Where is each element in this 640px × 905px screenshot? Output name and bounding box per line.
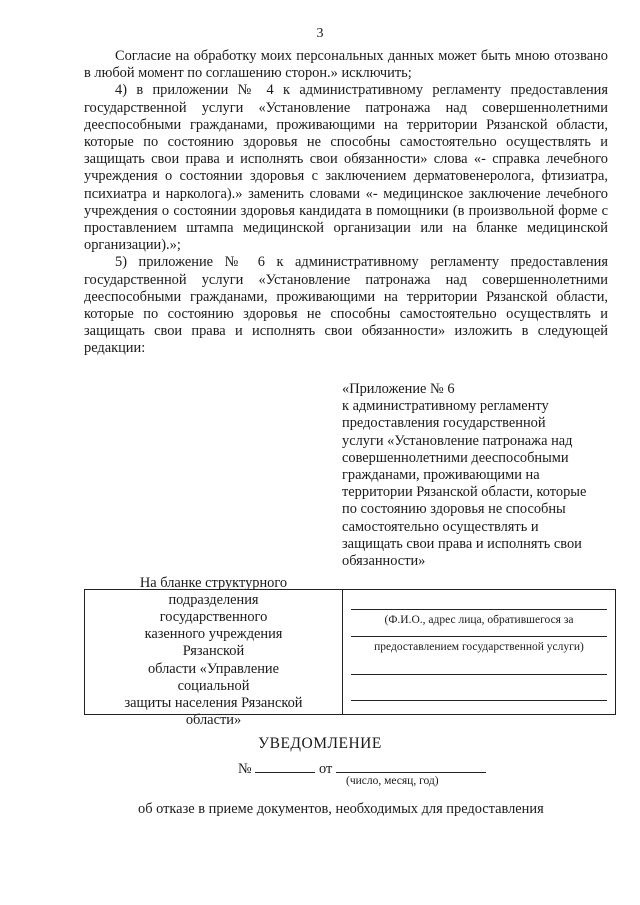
- appendix-line: услуги «Установление патронажа над: [342, 432, 573, 449]
- paragraph-item-4: 4) в приложении № 4 к административному регламенту предоставления государственной услуги «Установление патронажа над совершеннолетними дееспособными гражданами, проживающими на территории Рязанской области, которые по состоянию здоровья не способны самостоятельно осуществлять и защищать свои права и исполнять свои обязанности» слова «- справка лечебного учреждения о состоянии здоровья с заключением дерматовенеролога, фтизиатра, психиатра и нарколога).» заменить словами «- медицинское заключение лечебного учреждения о состоянии здоровья кандидата в помощники (в произвольной форме с проставлением штампа медицинской организации или на бланке медицинской организации).»;: [84, 82, 608, 254]
- recipient-line: [351, 700, 607, 701]
- appendix-line: к административному регламенту: [342, 398, 549, 415]
- appendix-header: [342, 381, 608, 570]
- paragraph-item-5: 5) приложение № 6 к административному регламенту предоставления государственной услуги «Установление патронажа над совершеннолетними дееспособными гражданами, проживающими на территории Рязанской области, которые по состоянию здоровья не способны самостоятельно осуществлять и защищать свои права и исполнять свои обязанности» изложить в следующей редакции:: [84, 254, 608, 357]
- recipient-cell: [343, 590, 615, 714]
- letterhead-line: области»: [185, 712, 242, 729]
- appendix-line: территории Рязанской области, которые: [342, 484, 587, 501]
- appendix-line: самостоятельно осуществлять и: [342, 518, 539, 535]
- number-label: №: [238, 761, 252, 777]
- number-blank: [255, 758, 315, 773]
- appendix-line: защищать свои права и исполнять свои: [342, 535, 582, 552]
- body-text: [84, 48, 608, 358]
- recipient-line: [351, 609, 607, 610]
- letterhead-line: области «Управление социальной: [147, 660, 280, 694]
- form-box: [84, 574, 616, 729]
- letterhead-line: подразделения государственного: [159, 591, 268, 625]
- notice-subject: об отказе в приеме документов, необходимых для предоставления: [138, 801, 544, 817]
- letterhead-text: [114, 575, 314, 730]
- page-number: 3: [316, 26, 324, 41]
- appendix-line: совершеннолетними дееспособными: [342, 449, 569, 466]
- appendix-line: по состоянию здоровья не способны: [342, 501, 566, 518]
- recipient-line: [351, 636, 607, 637]
- paragraph-consent: Согласие на обработку моих персональных данных может быть мною отозвано в любой момент по соглашению сторон.» исключить;: [84, 48, 608, 82]
- date-blank: [336, 758, 486, 773]
- recipient-line: [351, 674, 607, 675]
- date-label: от: [318, 761, 333, 777]
- appendix-line: обязанности»: [342, 553, 426, 570]
- notice-title: УВЕДОМЛЕНИЕ: [258, 735, 382, 752]
- date-caption: (число, месяц, год): [346, 775, 439, 787]
- appendix-line: гражданами, проживающими на: [342, 467, 540, 484]
- appendix-line: предоставления государственной: [342, 415, 546, 432]
- letterhead-line: казенного учреждения Рязанской: [144, 626, 283, 660]
- recipient-caption-2: предоставлением государственной услуги): [374, 641, 584, 653]
- recipient-caption-1: (Ф.И.О., адрес лица, обратившегося за: [384, 614, 574, 626]
- letterhead-cell: [85, 574, 343, 729]
- letterhead-line: защиты населения Рязанской: [124, 695, 303, 712]
- appendix-line: «Приложение № 6: [342, 381, 455, 397]
- letterhead-line: На бланке структурного: [139, 574, 288, 591]
